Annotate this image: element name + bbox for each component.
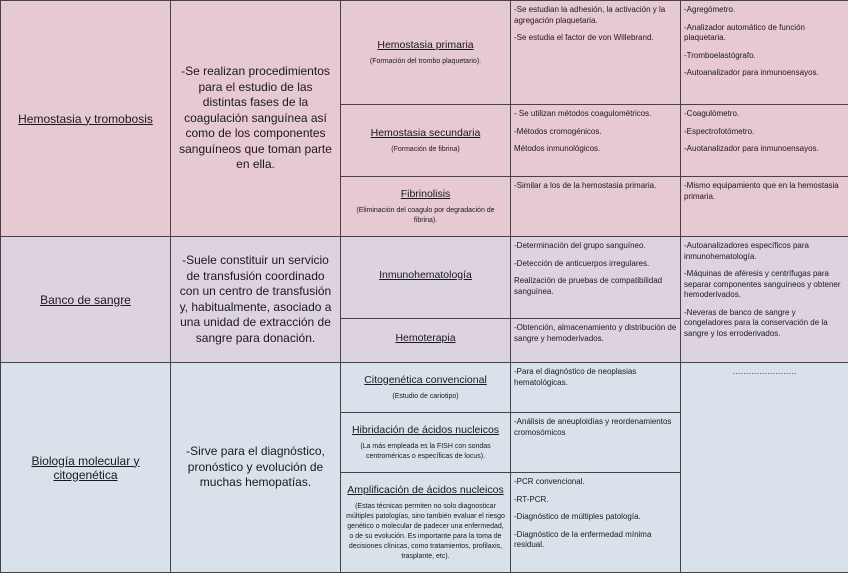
subsection-cell	[341, 473, 511, 573]
list-item: -RT-PCR.	[514, 494, 549, 504]
list-item: -Diagnóstico de múltiples patología.	[514, 512, 641, 521]
subsection-cell	[341, 237, 511, 319]
list-item: -Mismo equipamiento que en la hemostasia primaria.	[684, 181, 839, 201]
equipment-cell	[681, 1, 848, 105]
methods-cell	[511, 1, 681, 105]
equipment-cell	[681, 105, 848, 177]
equipment-cell	[681, 363, 848, 573]
list-item: -Análisis de aneuploidías y reordenamientos cromosómicos	[514, 417, 672, 437]
description-cell: -Sirve para el diagnóstico, pronóstico y evolución de muchas hemopatías.	[171, 363, 341, 573]
area-cell: Hemostasia y tromobosis	[1, 1, 171, 237]
table-row	[1, 1, 848, 105]
list-item: -Detección de anticuerpos irregulares.	[514, 258, 650, 268]
area-cell: Banco de sangre	[1, 237, 171, 363]
methods-cell	[511, 237, 681, 319]
subsection-title: Amplificación de ácidos nucleicos	[347, 483, 504, 496]
list-item: Realización de pruebas de compatibilidad sanguínea.	[514, 276, 663, 296]
subsection-cell	[341, 105, 511, 177]
list-item: -Diagnóstico de la enfermedad mínima residual.	[514, 529, 652, 549]
subsection-cell	[341, 319, 511, 363]
methods-cell	[511, 319, 681, 363]
list-item: -Para el diagnóstico de neoplasias hematológicas.	[514, 367, 637, 387]
subsection-note: (Estas técnicas permiten no solo diagnosticar múltiples patologías, sino también evaluar el riesgo genético o molecular de padecer una enfermedad, o de su evolución. Es importante para la toma de decisiones clínicas, como tratamientos, profilaxis, trasplante, etc).	[346, 502, 505, 560]
description-cell: -Suele constituir un servicio de transfusión coordinado con un centro de transfusión y, habitualmente, asociado a una unidad de extracción de sangre para donación.	[171, 237, 341, 363]
list-item: Métodos inmunológicos.	[514, 144, 601, 153]
list-item: -Tromboelastógrafo.	[684, 50, 756, 60]
list-item: -Autoanalizadores específicos para inmunohematología.	[684, 241, 809, 261]
list-item: -Se estudian la adhesión, la activación y la agregación plaquetaria.	[514, 5, 666, 25]
subsection-note: (La más empleada es la FISH con sondas centroméricas o específicas de locus).	[360, 442, 491, 460]
subsection-title: Hemostasia primaria	[377, 38, 474, 51]
list-item: -Obtención, almacenamiento y distribución de sangre y hemoderivados.	[514, 323, 677, 343]
subsection-title: Citogenética convencional	[364, 373, 487, 386]
subsection-note: (Eliminación del coagulo por degradación de fibrina).	[356, 206, 495, 224]
list-item: -Se estudia el factor de von Willebrand.	[514, 33, 654, 42]
table-row	[1, 363, 848, 413]
subsection-note: (Estudio de cariotipo)	[392, 392, 459, 400]
subsection-title: Hibridación de ácidos nucleicos	[351, 423, 500, 436]
subsection-note: (Formación de fibrina)	[391, 145, 460, 153]
subsection-title: Inmunohematología	[379, 268, 472, 281]
methods-cell	[511, 177, 681, 237]
equipment-cell	[681, 237, 848, 363]
methods-cell	[511, 105, 681, 177]
subsection-note: (Formación del trombo plaquetario).	[369, 57, 482, 65]
list-item: -Máquinas de aféresis y centrífugas para separar componentes sanguíneos y obtener hemoderivados.	[684, 269, 841, 299]
equipment-cell	[681, 177, 848, 237]
list-item: -PCR convencional.	[514, 477, 585, 486]
list-item: -Similar a los de la hemostasia primaria.	[514, 181, 657, 190]
list-item: -Auotanalizador para inmunoensayos.	[684, 144, 819, 153]
area-cell: Biología molecular y citogenética	[1, 363, 171, 573]
list-item: -Agregómetro.	[684, 5, 736, 14]
subsection-cell	[341, 1, 511, 105]
methods-cell	[511, 363, 681, 413]
placeholder-dots: ……………………	[732, 367, 797, 376]
subsection-title: Hemoterapia	[395, 331, 456, 344]
description-cell: -Se realizan procedimientos para el estudio de las distintas fases de la coagulación sanguínea así como de los componentes sanguíneos que toman parte en ella.	[171, 1, 341, 237]
table-row	[1, 237, 848, 319]
list-item: -Autoanalizador para inmunoensayos.	[684, 68, 819, 77]
list-item: -Coagulómetro.	[684, 109, 740, 118]
list-item: -Analizador automático de función plaquetaria.	[684, 22, 805, 42]
subsection-cell	[341, 363, 511, 413]
list-item: -Neveras de banco de sangre y congeladores para la conservación de la sangre y los erroderivados.	[684, 307, 828, 338]
methods-cell	[511, 413, 681, 473]
list-item: - Se utilizan métodos coagulométricos.	[514, 109, 652, 118]
list-item: -Determinación del grupo sanguíneo.	[514, 241, 646, 250]
subsection-cell	[341, 177, 511, 237]
subsection-title: Fibrinolisis	[400, 187, 451, 200]
methods-cell	[511, 473, 681, 573]
list-item: -Espectrofotómetro.	[684, 126, 755, 136]
subsection-cell	[341, 413, 511, 473]
subsection-title: Hemostasia secundaria	[370, 126, 481, 139]
list-item: -Métodos cromogénicos.	[514, 126, 602, 136]
